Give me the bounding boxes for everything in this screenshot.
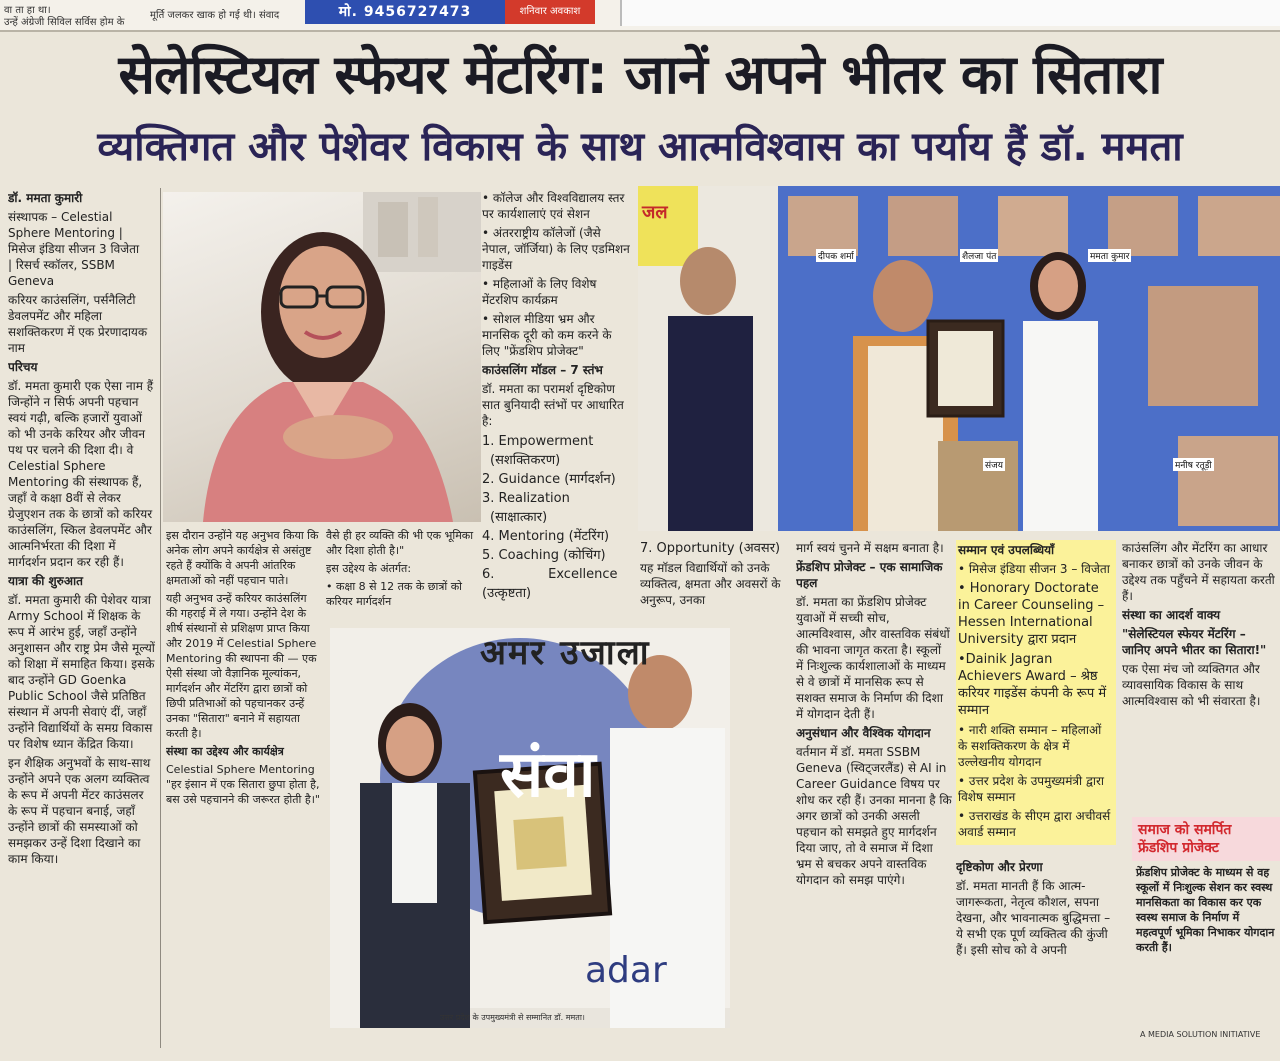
motto-heading: संस्था का आदर्श वाक्य [1122,608,1221,622]
col2-para-2: यही अनुभव उन्हें करियर काउंसलिंग की गहराई में ले गया। उन्होंने देश के शीर्ष संस्थानों से प्रशिक्षण प्राप्त किया और 2019 में Celestial Sphere Mentoring की स्थापना की — एक ऐसी संस्था जो वैज्ञानिक मूल्यांकन, मार्गदर्शन और मेंटरिंग द्वारा छात्रों को छिपी प्रतिभाओं को पहचानकर उन्हें उनका "सितारा" बनाने में सहायता करती है। [166,592,317,740]
headline: सेलेस्टियल स्फेयर मेंटरिंग: जानें अपने भीतर का सितारा [118,43,1162,106]
section-intro-body: डॉ. ममता कुमारी एक ऐसा नाम हैं जिन्होंने न सिर्फ अपनी पहचान स्वयं गढ़ी, बल्कि हजारों युवाओं को भी उनके करियर और जीवन पथ पर चलने की दिशा दी। वे Celestial Sphere Mentoring की संस्थापक हैं, जहाँ वे कक्षा 8वीं से लेकर ग्रेजुएशन तक के छात्रों को करियर काउंसलिंग, स्किल डेवलपमेंट और आत्मनिर्भरता की दिशा में मार्गदर्शन प्रदान कर रही हैं। [8,379,154,569]
strip-text-1: वा ता हा था। [4,5,51,16]
certificate-photo [330,628,730,1028]
col2-para-3-en: Celestial Sphere Mentoring [166,763,315,776]
col8-para-2: एक ऐसा मंच जो व्यक्तिगत और व्यावसायिक विकास के साथ आत्मविश्वास को भी संवारता है। [1122,662,1261,708]
ceremony-illustration [638,186,1280,531]
friendship-heading: फ्रेंडशिप प्रोजेक्ट – एक सामाजिक पहल [796,560,943,590]
col3-quote: वैसे ही हर व्यक्ति की भी एक भूमिका और दिशा होती है।" [326,529,474,557]
friendship-box [1132,817,1280,1022]
photo3-banner-top: अमर उजाला [480,633,651,673]
research-heading: अनुसंधान और वैश्विक योगदान [796,726,931,740]
friendship-body: डॉ. ममता का फ्रेंडशिप प्रोजेक्ट युवाओं में सच्ची सोच, आत्मविश्वास, और वास्तविक संबंधों की भावना जागृत करता है। स्कूलों में निःशुल्क कार्यशालाओं के माध्यम से वे छात्रों में मानसिक रूप से सशक्त समाज के निर्माण की दिशा में योगदान देती हैं। [796,595,950,721]
col4-bullet-4-text: महिलाओं के लिए विशेष मेंटरशिप कार्यक्रम [482,277,597,307]
col5-para: यह मॉडल विद्यार्थियों को उनके व्यक्तित्व, क्षमता और अवसरों के अनुरूप, उनका [640,561,781,607]
model-heading: काउंसलिंग मॉडल – 7 स्तंभ [482,363,603,377]
col4-bullet-2-text: कॉलेज और विश्वविद्यालय स्तर पर कार्यशालाएं एवं सेशन [482,191,625,221]
banner-fragment: जल [642,202,668,223]
column-5 [640,540,788,630]
column-8 [1122,540,1278,815]
col4-bullet-3-text: अंतरराष्ट्रीय कॉलेजों (जैसे नेपाल, जॉर्जिया) के लिए एडमिशन गाइडेंस [482,226,630,272]
pillar-item: (सशक्तिकरण) [490,453,561,468]
label-name-1: दीपक शर्मा [816,249,856,262]
strip-text-2: उन्हें अंग्रेजी सिविल सर्विस होम के [4,17,125,28]
pillar-item: 1. Empowerment [482,434,594,449]
col2-heading: संस्था का उद्देश्य और कार्यक्षेत्र [166,745,284,758]
ceremony-photo [638,186,1280,531]
col3-bullet-1-text: कक्षा 8 से 12 तक के छात्रों को करियर मार्गदर्शन [326,580,463,608]
label-name-4: मनीष रतूड़ी [1173,458,1214,471]
pillars-list [482,432,630,603]
top-strip [0,0,1280,32]
friendship-box-heading: समाज को समर्पित फ्रेंडशिप प्रोजेक्ट [1132,817,1280,861]
col2-para-3: "हर इंसान में एक सितारा छुपा होता है, बस उसे पहचानने की जरूरत होती है।" [166,778,320,806]
section-journey-heading: यात्रा की शुरुआत [8,574,83,588]
intro-line-1: संस्थापक – Celestial [8,210,113,224]
section-intro-heading: परिचय [8,360,38,374]
pillar-item: 5. Coaching (कोचिंग) [482,548,606,563]
vision-body: डॉ. ममता मानती हैं कि आत्म-जागरूकता, नेतृत्व कौशल, सपना देखना, और भावनात्मक बुद्धिमत्ता – ये सभी एक पूर्ण व्यक्तित्व की कुंजी हैं। इसी सोच को वे अपनी [956,879,1111,957]
column-6 [796,540,952,1020]
column-2 [166,528,320,1028]
intro-line-5: Geneva [8,274,55,288]
friendship-box-body: फ्रेंडशिप प्रोजेक्ट के माध्यम से वह स्कूलों में निःशुल्क सेशन कर स्वस्थ मानसिकता का विकास कर एक स्वस्थ समाज के निर्माण में महत्वपूर्ण भूमिका निभाकर योगदान करती हैं। [1136,866,1275,954]
col3-bullet-1: • कक्षा 8 से 12 तक के छात्रों को करियर मार्गदर्शन [326,580,463,608]
achievement-item: •Dainik Jagran Achievers Award – श्रेष्ठ करियर गाइडेंस कंपनी के रूप में सम्मान [958,652,1107,718]
research-body: वर्तमान में डॉ. ममता SSBM Geneva (स्विट्जरलैंड) से AI in Career Guidance विषय पर शोध कर रही हैं। उनका मानना है कि अगर छात्रों को उनकी असली पहचान को समझते हुए मार्गदर्शन दिया जाए, तो वे समाज में दिशा भ्रम से बचकर अपने वास्तविक योगदान को समझ पाएंगे। [796,745,952,887]
author-name: डॉ. ममता कुमारी [8,191,83,205]
label-name-3: ममता कुमार [1088,249,1131,262]
certificate-illustration [330,628,730,1028]
section-journey-body: डॉ. ममता कुमारी की पेशेवर यात्रा Army School में शिक्षक के रूप में आरंभ हुई, जहाँ उन्होंने अनुशासन और राष्ट्र प्रेम जैसे मूल्यों को शिक्षा में समाहित किया। इसके बाद उन्होंने GD Goenka Public School जैसे प्रतिष्ठित संस्थान में अपनी सेवाएं दीं, जहाँ उन्होंने विद्यार्थियों के समग्र विकास पर विशेष ध्यान केंद्रित किया। [8,593,155,751]
photo3-banner-bottom: adar [585,950,667,991]
achievement-item: • नारी शक्ति सम्मान – महिलाओं के सशक्तिकरण के क्षेत्र में उल्लेखनीय योगदान [958,723,1102,769]
intro-line-2: Sphere Mentoring | [8,226,123,240]
pillar-item: 4. Mentoring (मेंटरिंग) [482,529,610,544]
col4-bullet-5-text: सोशल मीडिया भ्रम और मानसिक दूरी को कम करने के लिए "फ्रेंडशिप प्रोजेक्ट" [482,312,612,358]
pillar-7: 7. Opportunity (अवसर) [640,541,781,556]
column-1 [8,190,156,1040]
role-text: करियर काउंसलिंग, पर्सनैलिटी डेवलपमेंट और महिला सशक्तिकरण में एक प्रेरणादायक नाम [8,293,148,355]
portrait-illustration [163,192,481,522]
achievements-heading: सम्मान एवं उपलब्धियाँ [958,543,1055,557]
achievement-item: • उत्तर प्रदेश के उपमुख्यमंत्री द्वारा विशेष सम्मान [958,774,1104,804]
column-7 [956,540,1116,1020]
day-box: शनिवार अवकाश [505,0,595,24]
achievements-box [956,540,1116,845]
col3-intro: इस उद्देश्य के अंतर्गत: [326,562,412,575]
column-divider [160,188,161,1048]
model-intro: डॉ. ममता का परामर्श दृष्टिकोण सात बुनियादी स्तंभों पर आधारित है: [482,382,624,428]
label-name-2: शैलजा पंत [960,249,998,262]
col4-bullet-3: • अंतरराष्ट्रीय कॉलेजों (जैसे नेपाल, जॉर्जिया) के लिए एडमिशन गाइडेंस [482,226,630,272]
intro-line-4: | रिसर्च स्कॉलर, SSBM [8,258,115,272]
photo3-banner-mid: संवा [500,738,596,812]
pillar-item: 2. Guidance (मार्गदर्शन) [482,472,616,487]
pillar-item: (साक्षात्कार) [490,510,548,525]
subheadline: व्यक्तिगत और पेशेवर विकास के साथ आत्मविश्वास का पर्याय हैं डॉ. ममता [97,124,1183,170]
pillar-item: 3. Realization [482,491,570,506]
pillar-item: (उत्कृष्टता) [482,586,532,601]
portrait-photo [163,192,481,522]
pillar-item: 6. Excellence [482,567,618,582]
col8-para-1: काउंसलिंग और मेंटरिंग का आधार बनाकर छात्रों को उनके जीवन के उद्देश्य तक पहुँचने में सहायता करती हैं। [1122,541,1275,603]
strip-right-panel [620,0,1280,26]
col4-bullet-5: • सोशल मीडिया भ्रम और मानसिक दूरी को कम करने के लिए "फ्रेंडशिप प्रोजेक्ट" [482,312,612,358]
vision-heading: दृष्टिकोण और प्रेरणा [956,860,1043,874]
column-3 [326,528,476,623]
photo3-caption: उत्तर प्रदेश के उपमुख्यमंत्री से सम्मानित डॉ. ममता। [440,1013,585,1022]
col2-para-1: इस दौरान उन्होंने यह अनुभव किया कि अनेक लोग अपने कार्यक्षेत्र से असंतुष्ट रहते हैं क्योंकि वे अपनी आंतरिक क्षमताओं को नहीं पहचान पाते। [166,529,319,587]
intro-line-3: मिसेज इंडिया सीजन 3 विजेता [8,242,140,256]
col4-bullet-2: • कॉलेज और विश्वविद्यालय स्तर पर कार्यशालाएं एवं सेशन [482,191,625,221]
achievement-item: • Honorary Doctorate in Career Counseling – Hessen International University द्वारा प्रदान [958,581,1105,647]
motto-text: "सेलेस्टियल स्फेयर मेंटरिंग – जानिए अपने भीतर का सितारा!" [1122,627,1267,657]
strip-text-3: मूर्ति जलकर खाक हो गई थी। संवाद [150,10,280,21]
achievement-item: • मिसेज इंडिया सीजन 3 – विजेता [958,562,1110,576]
phone-box: मो. 9456727473 [305,0,505,24]
footer-initiative: A MEDIA SOLUTION INITIATIVE [1140,1030,1261,1039]
col4-bullet-4: • महिलाओं के लिए विशेष मेंटरशिप कार्यक्रम [482,277,597,307]
col6-para-1: मार्ग स्वयं चुनने में सक्षम बनाता है। [796,541,944,555]
label-name-5: संजय [983,458,1005,471]
column-4 [482,190,630,630]
achievement-item: • उत्तराखंड के सीएम द्वारा अचीवर्स अवार्ड सम्मान [958,809,1111,839]
section-journey-more: इन शैक्षिक अनुभवों के साथ-साथ उन्होंने अपने एक अलग व्यक्तित्व के रूप में अपनी मेंटर काउंसलर के रूप में पहचान बनाई, जहाँ उन्होंने छात्रों की समस्याओं को समझकर उन्हें दिशा दिखाने का काम किया। [8,756,151,866]
